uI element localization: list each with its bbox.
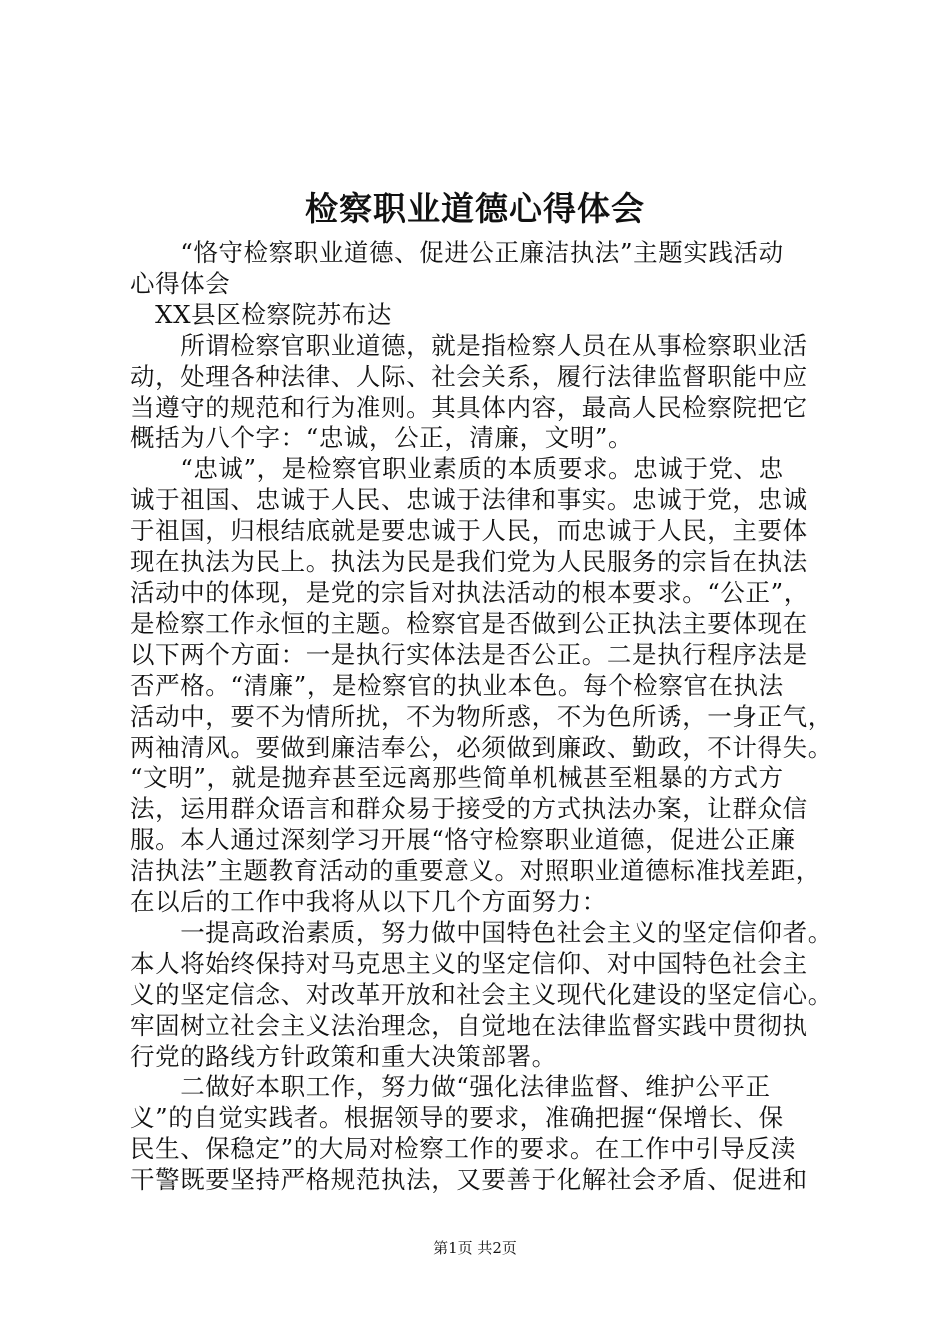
body-line: 现在执法为民上。执法为民是我们党为人民服务的宗旨在执法	[130, 547, 808, 577]
body-line: 义的坚定信念、对改革开放和社会主义现代化建设的坚定信心。	[130, 979, 833, 1009]
body-line: 一提高政治素质，努力做中国特色社会主义的坚定信仰者。	[130, 917, 833, 947]
body-line: 概括为八个字：“忠诚，公正，清廉，文明”。	[130, 423, 634, 453]
body-line: 法，运用群众语言和群众易于接受的方式执法办案，让群众信	[130, 794, 808, 824]
body-line: 洁执法”主题教育活动的重要意义。对照职业道德标准找差距，	[130, 856, 821, 886]
body-line: 活动中，要不为情所扰，不为物所惑，不为色所诱，一身正气，	[130, 701, 833, 731]
body-line: “恪守检察职业道德、促进公正廉洁执法”主题实践活动	[130, 238, 784, 267]
document-title: 检察职业道德心得体会	[305, 189, 645, 228]
body-line: 本人将始终保持对马克思主义的坚定信仰、对中国特色社会主	[130, 948, 808, 978]
body-line: “忠诚”，是检察官职业素质的本质要求。忠诚于党、忠	[130, 454, 784, 484]
document-body	[130, 238, 835, 1196]
body-line: 牢固树立社会主义法治理念，自觉地在法律监督实践中贯彻执	[130, 1010, 808, 1040]
body-line: 活动中的体现，是党的宗旨对执法活动的根本要求。“公正”，	[130, 577, 809, 607]
body-line: 在以后的工作中我将从以下几个方面努力：	[130, 887, 607, 917]
author-line: XX县区检察院苏布达	[130, 299, 392, 329]
body-line: 二做好本职工作，努力做“强化法律监督、维护公平正	[130, 1072, 771, 1102]
body-line: 否严格。“清廉”，是检察官的执业本色。每个检察官在执法	[130, 670, 784, 700]
body-line: 义”的自觉实践者。根据领导的要求，准确把握“保增长、保	[130, 1103, 784, 1133]
body-line: 民生、保稳定”的大局对检察工作的要求。在工作中引导反渎	[130, 1134, 796, 1164]
body-line: 于祖国，归根结底就是要忠诚于人民，而忠诚于人民，主要体	[130, 516, 808, 546]
body-line: 以下两个方面：一是执行实体法是否公正。二是执行程序法是	[130, 639, 808, 669]
body-line: 两袖清风。要做到廉洁奉公，必须做到廉政、勤政，不计得失。	[130, 732, 833, 762]
body-line: 干警既要坚持严格规范执法，又要善于化解社会矛盾、促进和	[130, 1165, 808, 1195]
body-line: 心得体会	[130, 268, 231, 298]
body-line: 诚于祖国、忠诚于人民、忠诚于法律和事实。忠诚于党，忠诚	[130, 485, 808, 515]
body-line: 行党的路线方针政策和重大决策部署。	[130, 1041, 557, 1071]
body-line: 服。本人通过深刻学习开展“恪守检察职业道德，促进公正廉	[130, 825, 796, 855]
body-line: 动，处理各种法律、人际、社会关系，履行法律监督职能中应	[130, 361, 808, 391]
body-line: 当遵守的规范和行为准则。其具体内容，最高人民检察院把它	[130, 392, 808, 422]
body-line: “文明”，就是抛弃甚至远离那些简单机械甚至粗暴的方式方	[130, 763, 784, 793]
body-line: 所谓检察官职业道德，就是指检察人员在从事检察职业活	[130, 330, 808, 360]
page-footer	[0, 1238, 950, 1258]
body-line: 是检察工作永恒的主题。检察官是否做到公正执法主要体现在	[130, 608, 808, 638]
page-number: 第1页 共2页	[433, 1239, 517, 1257]
